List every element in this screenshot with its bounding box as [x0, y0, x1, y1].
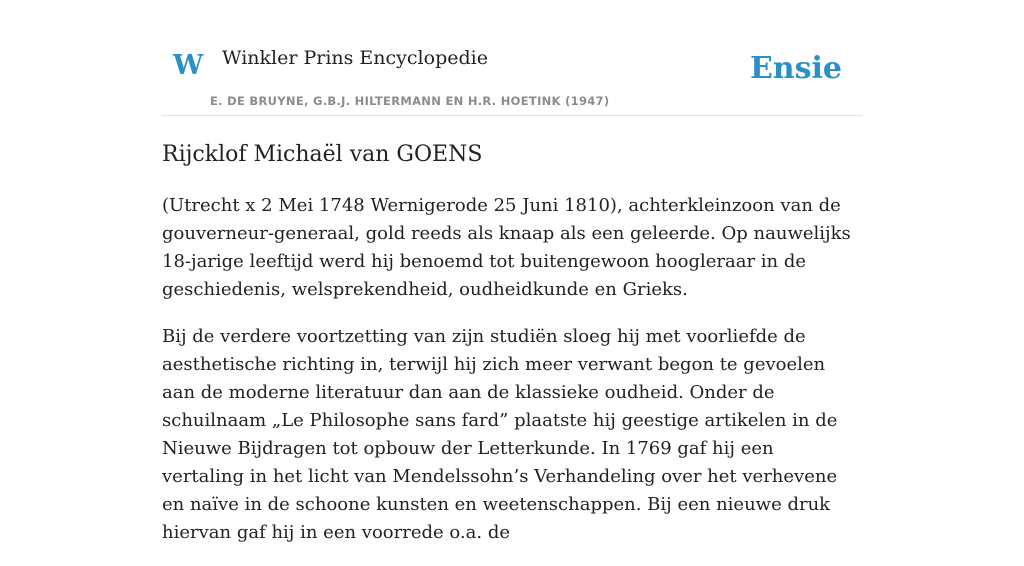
article-body [162, 192, 852, 566]
article-paragraph: Bij de verdere voortzetting van zijn studiën sloeg hij met voorliefde de aesthetische richting in, terwijl hij zich meer verwant begon te gevoelen aan de moderne literatuur dan aan de klassieke oudheid. Onder de schuilnaam „Le Philosophe sans fard” plaatste hij geestige artikelen in de Nieuwe Bijdragen tot opbouw der Letterkunde. In 1769 gaf hij een vertaling in het licht van Mendelssohn’s Verhandeling over het verhevene en naïve in de schoone kunsten en weetenschappen. Bij een nieuwe druk hiervan gaf hij in een voorrede o.a. de [162, 326, 838, 543]
site-header [162, 0, 862, 116]
winkler-prins-logo-icon[interactable]: W [173, 50, 204, 81]
article-title: Rijcklof Michaël van GOENS [162, 142, 483, 167]
ensie-logo-link[interactable]: Ensie [749, 51, 842, 86]
source-authors: E. DE BRUYNE, G.B.J. HILTERMANN EN H.R. HOETINK (1947) [210, 94, 610, 108]
article-paragraph: (Utrecht x 2 Mei 1748 Wernigerode 25 Juni 1810), achterkleinzoon van de gouverneur-generaal, gold reeds als knaap als een geleerde. Op nauwelijks 18-jarige leeftijd werd hij benoemd tot buitengewoon hoogleraar in de geschiedenis, welsprekendheid, oudheidkunde en Grieks. [162, 195, 851, 300]
source-title[interactable]: Winkler Prins Encyclopedie [222, 47, 488, 69]
